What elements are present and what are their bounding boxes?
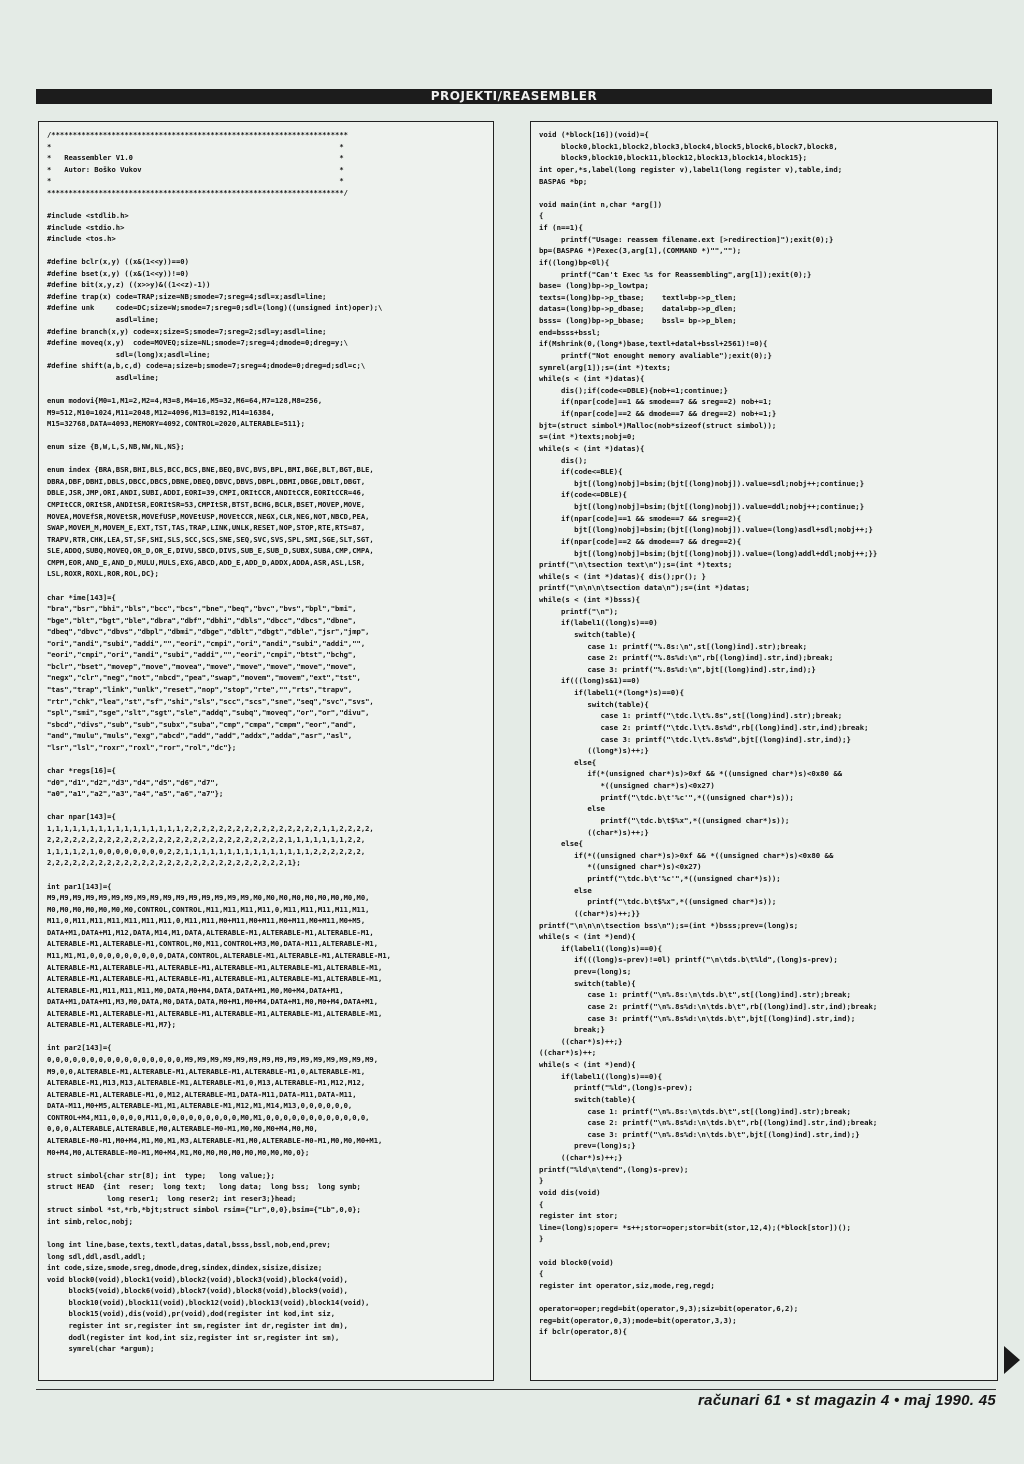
- section-header: PROJEKTI/REASEMBLER: [36, 89, 992, 104]
- code-listing-left: /********************************************************************* * * * Reassembler V1.0 * * Autor: Boško Vukov * * * *********************************************************************/ #include <stdlib.h> #include <stdio.h> #include <tos.h> #define bclr(x,y) ((x&(1<<y))==0) #define bset(x,y) ((x&(1<<y))!=0) #define bit(x,y,z) ((x>>y)&((1<<z)-1)) #define trap(x) code=TRAP;size=NB;smode=7;sreg=4;sdl=x;asdl=line; #define unk code=DC;size=W;smode=7;sreg=0;sdl=(long)((unsigned int)oper);\ asdl=line; #define branch(x,y) code=x;size=S;smode=7;sreg=2;sdl=y;asdl=line; #define moveq(x,y) code=MOVEQ;size=NL;smode=7;sreg=4;dmode=0;dreg=y;\ sdl=(long)x;asdl=line; #define shift(a,b,c,d) code=a;size=b;smode=7;sreg=4;dmode=0;dreg=d;sdl=c;\ asdl=line; enum modovi{M0=1,M1=2,M2=4,M3=8,M4=16,M5=32,M6=64,M7=128,M8=256, M9=512,M10=1024,M11=2048,M12=4096,M13=8192,M14=16384, M15=32768,DATA=4093,MEMORY=4092,CONTROL=2020,ALTERABLE=511}; enum size {B,W,L,S,NB,NW,NL,NS}; enum index {BRA,BSR,BHI,BLS,BCC,BCS,BNE,BEQ,BVC,BVS,BPL,BMI,BGE,BLT,BGT,BLE, DBRA,DBF,DBHI,DBLS,DBCC,DBCS,DBNE,DBEQ,DBVC,DBVS,DBPL,DBMI,DBGE,DBLT,DBGT, DBLE,JSR,JMP,ORI,ANDI,SUBI,ADDI,EORI=39,CMPI,ORItCCR,ANDItCCR,EORItCCR=46, CMPItCCR,ORItSR,ANDItSR,EORItSR=53,CMPItSR,BTST,BCHG,BCLR,BSET,MOVEP,MOVE, MOVEA,MOVEfSR,MOVEtSR,MOVEfUSP,MOVEtUSP,MOVEtCCR,NEGX,CLR,NEG,NOT,NBCD,PEA, SWAP,MOVEM_M,MOVEM_E,EXT,TST,TAS,TRAP,LINK,UNLK,RESET,NOP,STOP,RTE,RTS=87, TRAPV,RTR,CHK,LEA,ST,SF,SHI,SLS,SCC,SCS,SNE,SEQ,SVC,SVS,SPL,SMI,SGE,SLT,SGT, SLE,ADDQ,SUBQ,MOVEQ,OR_D,OR_E,DIVU,SBCD,DIVS,SUB_E,SUB_D,SUBX,SUBA,CMP,CMPA, CMPM,EOR,AND_E,AND_D,MULU,MULS,EXG,ABCD,ADD_E,ADD_D,ADDX,ADDA,ASR,ASL,LSR, LSL,ROXR,ROXL,ROR,ROL,DC}; char *ime[143]={ "bra","bsr","bhi","bls","bcc","bcs","bne","beq","bvc","bvs","bpl","bmi", "bge","blt","bgt","ble","dbra","dbf","dbhi","dbls","dbcc","dbcs","dbne", "dbeq","dbvc","dbvs","dbpl","dbmi","dbge","dblt","dbgt","dble","jsr","jmp", "ori","andi","subi","addi","","eori","cmpi","ori","andi","subi","addi","", "eori","cmpi","ori","andi","subi","addi","","eori","cmpi","btst","bchg", "bclr","bset","movep","move","movea","move","move","move","move","move", "negx","clr","neg","not","nbcd","pea","swap","movem","movem","ext","tst", "tas","trap","link","unlk","reset","nop","stop","rte","","rts","trapv", "rtr","chk","lea","st","sf","shi","sls","scc","scs","sne","seq","svc","svs", "spl","smi","sge","slt","sgt","sle","addq","subq","moveq","or","or","divu", "sbcd","divs","sub","sub","subx","suba","cmp","cmpa","cmpm","eor","and", "and","mulu","muls","exg","abcd","add","add","addx","adda","asr","asl", "lsr","lsl","roxr","roxl","ror","rol","dc"}; char *regs[16]={ "d0","d1","d2","d3","d4","d5","d6","d7", "a0","a1","a2","a3","a4","a5","a6","a7"}; char npar[143]={ 1,1,1,1,1,1,1,1,1,1,1,1,1,1,1,1,2,2,2,2,2,2,2,2,2,2,2,2,2,2,2,2,1,1,2,2,2,2, 2,2,2,2,2,2,2,2,2,2,2,2,2,2,2,2,2,2,2,2,2,2,2,2,2,2,2,2,1,1,1,1,1,1,1,2,2, 1,1,1,1,2,1,0,0,0,0,0,0,0,0,2,2,1,1,1,1,1,1,1,1,1,1,1,1,1,1,1,2,2,2,2,2,2, 2,2,2,2,2,2,2,2,2,2,2,2,2,2,2,2,2,2,2,2,2,2,2,2,2,2,2,2,1}; int par1[143]={ M9,M9,M9,M9,M9,M9,M9,M9,M9,M9,M9,M9,M9,M9,M9,M9,M0,M0,M0,M0,M0,M0,M0,M0,M0, M0,M0,M0,M0,M0,M0,M0,CONTROL,CONTROL,M11,M11,M11,M11,0,M11,M11,M11,M11,M11, M11,0,M11,M11,M11,M11,M11,M11,0,M11,M11,M0+M11,M0+M11,M0+M11,M0+M11,M0+M5, DATA+M1,DATA+M1,M12,DATA,M14,M1,DATA,ALTERABLE-M1,ALTERABLE-M1,ALTERABLE-M1, ALTERABLE-M1,ALTERABLE-M1,CONTROL,M0,M11,CONTROL+M3,M0,DATA-M11,ALTERABLE-M1, M11,M1,M1,0,0,0,0,0,0,0,0,0,DATA,CONTROL,ALTERABLE-M1,ALTERABLE-M1,ALTERABLE-M1, ALTERABLE-M1,ALTERABLE-M1,ALTERABLE-M1,ALTERABLE-M1,ALTERABLE-M1,ALTERABLE-M1, ALTERABLE-M1,ALTERABLE-M1,ALTERABLE-M1,ALTERABLE-M1,ALTERABLE-M1,ALTERABLE-M1, ALTERABLE-M1,M11,M11,M11,M0,DATA,M0+M4,DATA,DATA+M1,M0,M0+M4,DATA+M1, DATA+M1,DATA+M1,M3,M0,DATA,M0,DATA,DATA,M0+M1,M0+M4,DATA+M1,M0,M0+M4,DATA+M1, ALTERABLE-M1,ALTERABLE-M1,ALTERABLE-M1,ALTERABLE-M1,ALTERABLE-M1,ALTERABLE-M1, ALTERABLE-M1,ALTERABLE-M1,M7}; int par2[143]={ 0,0,0,0,0,0,0,0,0,0,0,0,0,0,0,0,M9,M9,M9,M9,M9,M9,M9,M9,M9,M9,M9,M9,M9,M9,M9, M9,0,0,ALTERABLE-M1,ALTERABLE-M1,ALTERABLE-M1,ALTERABLE-M1,0,ALTERABLE-M1, ALTERABLE-M1,M13,M13,ALTERABLE-M1,ALTERABLE-M1,0,M13,ALTERABLE-M1,M12,M12, ALTERABLE-M1,ALTERABLE-M1,0,M12,ALTERABLE-M1,DATA-M11,DATA-M11,DATA-M11, DATA-M11,M0+M5,ALTERABLE-M1,M1,ALTERABLE-M1,M12,M1,M14,M13,0,0,0,0,0,0, CONTROL+M4,M11,0,0,0,0,M11,0,0,0,0,0,0,0,0,0,M0,M1,0,0,0,0,0,0,0,0,0,0,0,0, 0,0,0,ALTERABLE,ALTERABLE,M0,ALTERABLE-M0-M1,M0,M0,M0+M4,M0,M0, ALTERABLE-M0-M1,M0+M4,M1,M0,M1,M3,ALTERABLE-M1,M0,ALTERABLE-M0-M1,M0,M0,M0+M1, M0+M4,M0,ALTERABLE-M0-M1,M0+M4,M1,M0,M0,M0,M0,M0,M0,M0,M0,0}; struct simbol{char str[8]; int type; long value;}; struct HEAD {int reser; long text; long data; long bss; long symb; long reser1; long reser2; int reser3;}head; struct simbol *st,*rb,*bjt;struct simbol rsim={"Lr",0,0},bsim={"Lb",0,0}; int simb,reloc,nobj; long int line,base,texts,textl,datas,datal,bsss,bssl,nob,end,prev; long sdl,ddl,asdl,addl; int code,size,smode,sreg,dmode,dreg,sindex,dindex,sisize,disize; void block0(void),block1(void),block2(void),block3(void),block4(void), block5(void),block6(void),block7(void),block8(void),block9(void), block10(void),block11(void),block12(void),block13(void),block14(void), block15(void),dis(void),pr(void),dod(register int kod,int siz, register int sr,register int sm,register int dr,register int dm), dodl(register int kod,int siz,register int sr,register int sm), symrel(char *argum);: [47, 130, 391, 1354]
- listing-column-left: [38, 121, 494, 1381]
- footer-rule: [36, 1389, 996, 1390]
- code-listing-right: void (*block[16])(void)={ block0,block1,block2,block3,block4,block5,block6,block7,block8, block9,block10,block11,block12,block13,block14,block15}; int oper,*s,label(long register v),label1(long register v),table,ind; BASPAG *bp; void main(int n,char *arg[]) { if (n==1){ printf("Usage: reassem filename.ext [>redirection]");exit(0);} bp=(BASPAG *)Pexec(3,arg[1],(COMMAND *)"",""); if((long)bp<0l){ printf("Can't Exec %s for Reassembling",arg[1]);exit(0);} base= (long)bp->p_lowtpa; texts=(long)bp->p_tbase; textl=bp->p_tlen; datas=(long)bp->p_dbase; datal=bp->p_dlen; bsss= (long)bp->p_bbase; bssl= bp->p_blen; end=bsss+bssl; if(Mshrink(0,(long*)base,textl+datal+bssl+2561)!=0){ printf("Not enought memory avaliable");exit(0);} symrel(arg[1]);s=(int *)texts; while(s < (int *)datas){ dis();if(code<=DBLE){nob+=1;continue;} if(npar[code]==1 && smode==7 && sreg==2) nob+=1; if(npar[code]==2 && dmode==7 && dreg==2) nob+=1;} bjt=(struct simbol*)Malloc(nob*sizeof(struct simbol)); s=(int *)texts;nobj=0; while(s < (int *)datas){ dis(); if(code<=BLE){ bjt[(long)nobj]=bsim;(bjt[(long)nobj]).value=sdl;nobj++;continue;} if(code<=DBLE){ bjt[(long)nobj]=bsim;(bjt[(long)nobj]).value=ddl;nobj++;continue;} if(npar[code]==1 && smode==7 && sreg==2){ bjt[(long)nobj]=bsim;(bjt[(long)nobj]).value=(long)asdl+sdl;nobj++;} if(npar[code]==2 && dmode==7 && dreg==2){ bjt[(long)nobj]=bsim;(bjt[(long)nobj]).value=(long)addl+ddl;nobj++;}} printf("\n\tsection text\n");s=(int *)texts; while(s < (int *)datas){ dis();pr(); } printf("\n\n\n\tsection data\n");s=(int *)datas; while(s < (int *)bsss){ printf("\n"); if(label1((long)s)==0) switch(table){ case 1: printf("%.8s:\n",st[(long)ind].str);break; case 2: printf("%.8s%d:\n",rb[(long)ind].str,ind);break; case 3: printf("%.8s%d:\n",bjt[(long)ind].str,ind);} if(((long)s&1)==0) if(label1(*(long*)s)==0){ switch(table){ case 1: printf("\tdc.l\t%.8s",st[(long)ind].str);break; case 2: printf("\tdc.l\t%.8s%d",rb[(long)ind].str,ind);break; case 3: printf("\tdc.l\t%.8s%d",bjt[(long)ind].str,ind);} ((long*)s)++;} else{ if(*(unsigned char*)s)>0xf && *((unsigned char*)s)<0x80 && *((unsigned char*)s)<0x27) printf("\tdc.b\t'%c'",*((unsigned char*)s)); else printf("\tdc.b\t$%x",*((unsigned char*)s)); ((char*)s)++;} else{ if(*((unsigned char*)s)>0xf && *((unsigned char*)s)<0x80 && *((unsigned char*)s)<0x27) printf("\tdc.b\t'%c'",*((unsigned char*)s)); else printf("\tdc.b\t$%x",*((unsigned char*)s)); ((char*)s)++;}} printf("\n\n\n\tsection bss\n");s=(int *)bsss;prev=(long)s; while(s < (int *)end){ if(label1((long)s)==0){ if(((long)s-prev)!=0l) printf("\n\tds.b\t%ld",(long)s-prev); prev=(long)s; switch(table){ case 1: printf("\n%.8s:\n\tds.b\t",st[(long)ind].str);break; case 2: printf("\n%.8s%d:\n\tds.b\t",rb[(long)ind].str,ind);break; case 3: printf("\n%.8s%d:\n\tds.b\t",bjt[(long)ind].str,ind); break;} ((char*)s)++;} ((char*)s)++; while(s < (int *)end){ if(label1((long)s)==0){ printf("%ld",(long)s-prev); switch(table){ case 1: printf("\n%.8s:\n\tds.b\t",st[(long)ind].str);break; case 2: printf("\n%.8s%d:\n\tds.b\t",rb[(long)ind].str,ind);break; case 3: printf("\n%.8s%d:\n\tds.b\t",bjt[(long)ind].str,ind);} prev=(long)s;} ((char*)s)++;} printf("%ld\n\tend",(long)s-prev); } void dis(void) { register int stor; line=(long)s;oper= *s++;stor=oper;stor=bit(stor,12,4);(*block[stor])(); } void block0(void) { register int operator,siz,mode,reg,regd; operator=oper;regd=bit(operator,9,3);siz=bit(operator,6,2); reg=bit(operator,0,3);mode=bit(operator,3,3); if bclr(operator,8){: [539, 130, 878, 1337]
- page-footer: računari 61 • st magazin 4 • maj 1990. 45: [698, 1392, 996, 1409]
- continue-arrow-icon: [1004, 1346, 1020, 1374]
- listing-column-right: [530, 121, 998, 1381]
